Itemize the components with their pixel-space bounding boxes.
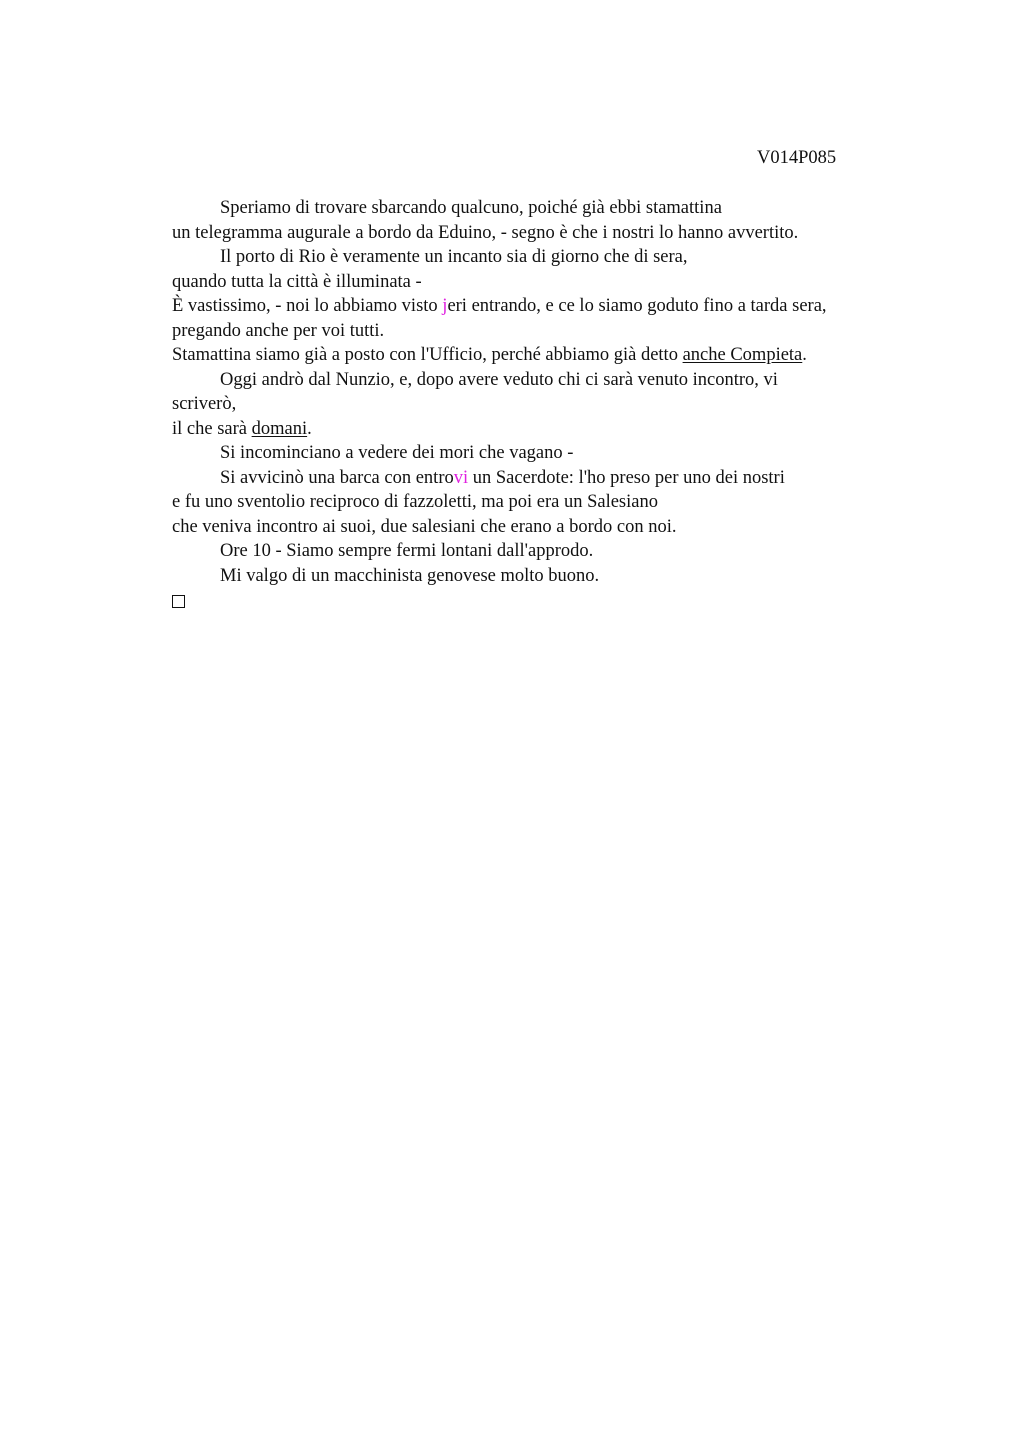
editorial-mark: j	[442, 296, 448, 316]
text-segment: un Sacerdote: l'ho preso per uno dei nostri	[468, 467, 785, 488]
text-line: Speriamo di trovare sbarcando qualcuno, poiché già ebbi stamattina	[220, 198, 722, 218]
editorial-mark: vi	[453, 467, 469, 488]
underlined-text: domani	[251, 418, 308, 439]
text-line: un telegramma augurale a bordo da Eduino, - segno è che i nostri lo hanno avvertito.	[172, 222, 799, 243]
text-line: scriverò,	[172, 394, 237, 414]
empty-box-icon	[172, 595, 185, 608]
text-line: Ore 10 - Siamo sempre fermi lontani dall'approdo.	[220, 541, 594, 561]
underlined-text: anche Compieta	[682, 345, 803, 365]
page-identifier: V014P085	[757, 148, 837, 168]
text-segment: Stamattina siamo già a posto con l'Ufficio, perché abbiamo già detto	[172, 345, 683, 365]
text-line: Oggi andrò dal Nunzio, e, dopo avere veduto chi ci sarà venuto incontro, vi	[220, 369, 778, 390]
text-line	[172, 417, 932, 442]
text-segment: eri entrando, e ce lo siamo goduto fino a tarda sera,	[447, 296, 827, 316]
text-segment: È vastissimo, - noi lo abbiamo visto	[172, 296, 443, 316]
text-line	[172, 294, 932, 319]
text-segment: Si avvicinò una barca con entro	[220, 467, 454, 488]
text-segment: il che sarà	[172, 418, 252, 439]
text-line: quando tutta la città è illuminata -	[172, 271, 422, 292]
text-line: e fu uno sventolio reciproco di fazzoletti, ma poi era un Salesiano	[172, 492, 658, 512]
text-line: che veniva incontro ai suoi, due salesiani che erano a bordo con noi.	[172, 516, 677, 537]
letter-body	[172, 196, 932, 613]
text-line	[172, 466, 932, 491]
text-segment: .	[307, 418, 312, 439]
text-line: Si incominciano a vedere dei mori che vagano -	[220, 443, 574, 463]
text-line: pregando anche per voi tutti.	[172, 320, 385, 341]
end-marker	[172, 588, 932, 613]
text-line: Il porto di Rio è veramente un incanto sia di giorno che di sera,	[220, 247, 688, 267]
text-line	[172, 343, 932, 368]
text-line: Mi valgo di un macchinista genovese molto buono.	[220, 565, 600, 586]
text-segment: .	[802, 345, 807, 365]
